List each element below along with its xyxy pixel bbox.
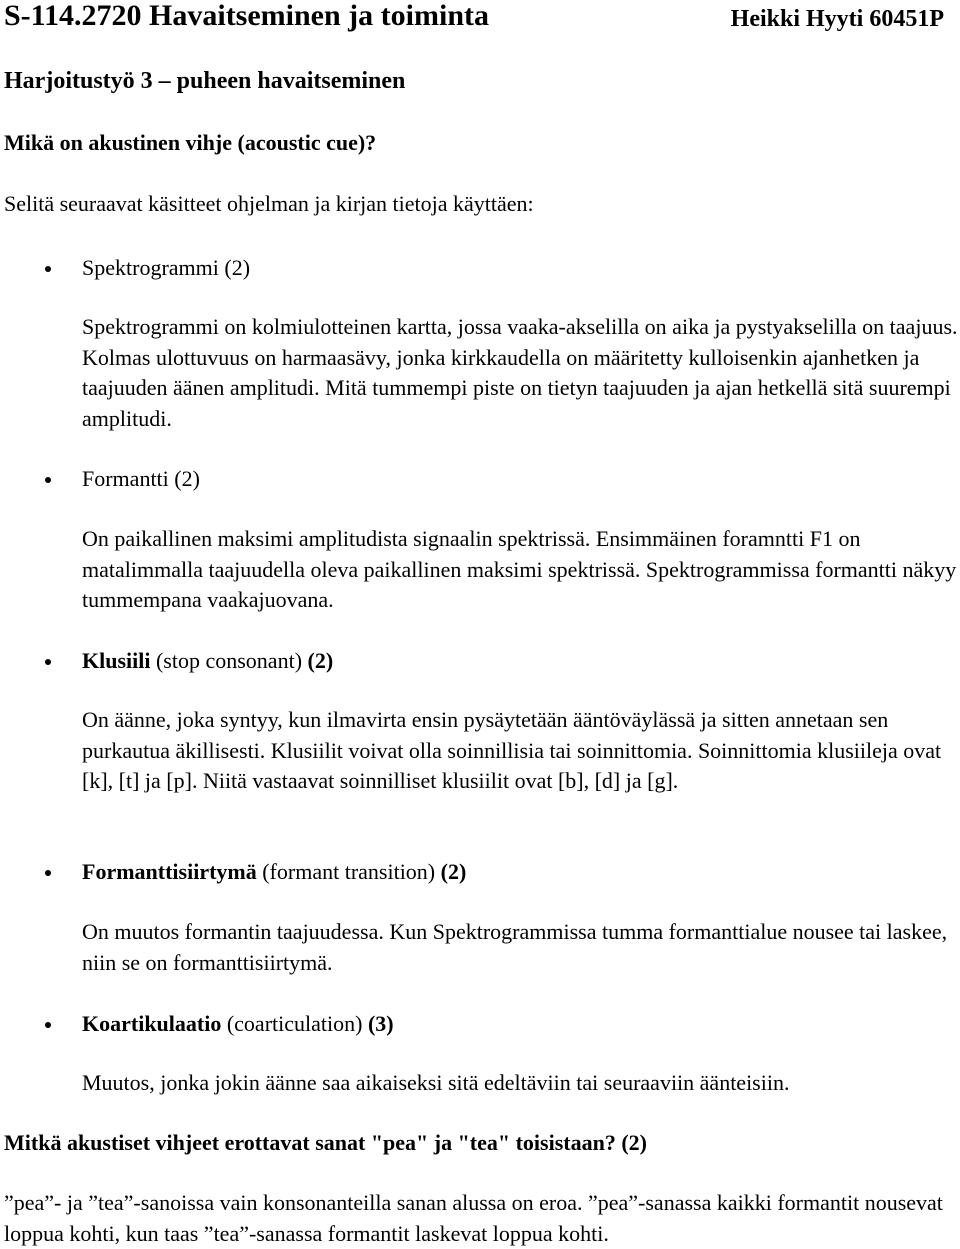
bullet-icon — [45, 477, 51, 483]
term-koartikulaatio-bold: Koartikulaatio — [82, 1011, 222, 1036]
term-klusiili-points: (2) — [307, 648, 334, 673]
definition-koartikulaatio: Muutos, jonka jokin äänne saa aikaiseksi sitä edeltäviin tai seuraaviin äänteisiin. — [82, 1070, 790, 1095]
definition-formanttisiirtyma: On muutos formantin taajuudessa. Kun Spektrogrammissa tumma formanttialue nousee tai laskee, niin se on formanttisiirtymä. — [82, 919, 948, 975]
term-klusiili-english: (stop consonant) — [150, 648, 308, 673]
definition-spektrogrammi: Spektrogrammi on kolmiulotteinen kartta, jossa vaaka-akselilla on aika ja pystyakselilla on taajuus. Kolmas ulottuvuus on harmaasävy, jonka kirkkaudella on määritetty kulloisenkin ajanhetken ja taajuuden äänen amplitudi. Mitä tummempi piste on tietyn taajuuden ja ajan hetkellä sitä suurempi amplitudi. — [82, 314, 958, 431]
term-klusiili — [82, 647, 333, 675]
term-formanttisiirtyma-bold: Formanttisiirtymä — [82, 859, 257, 884]
term-formanttisiirtyma — [82, 858, 466, 886]
bullet-icon — [45, 870, 51, 876]
course-title: S-114.2720 Havaitseminen ja toiminta — [4, 0, 489, 32]
bullet-icon — [45, 1022, 51, 1028]
definition-formantti: On paikallinen maksimi amplitudista signaalin spektrissä. Ensimmäinen foramntti F1 on matalimmalla taajuudella oleva paikallinen maksimi spektrissä. Spektrogrammissa formantti näkyy tummempana vaakajuovana. — [82, 526, 957, 612]
bullet-icon — [45, 659, 51, 665]
term-koartikulaatio-english: (coarticulation) — [221, 1011, 368, 1036]
term-klusiili-bold: Klusiili — [82, 648, 151, 673]
author-name: Heikki Hyyti 60451P — [730, 6, 944, 32]
term-spektrogrammi: Spektrogrammi (2) — [82, 255, 251, 280]
assignment-title: Harjoitustyö 3 – puheen havaitseminen — [4, 68, 406, 94]
term-formantti: Formantti (2) — [82, 466, 200, 491]
question-pea-tea: Mitkä akustiset vihjeet erottavat sanat "pea" ja "tea" toisistaan? (2) — [4, 1130, 647, 1155]
question-acoustic-cue: Mikä on akustinen vihje (acoustic cue)? — [4, 130, 377, 155]
term-formanttisiirtyma-points: (2) — [440, 859, 467, 884]
bullet-icon — [45, 266, 51, 272]
intro-instruction: Selitä seuraavat käsitteet ohjelman ja kirjan tietoja käyttäen: — [4, 191, 534, 216]
answer-pea-tea: ”pea”- ja ”tea”-sanoissa vain konsonanteilla sanan alussa on eroa. ”pea”-sanassa kaikki formantit nousevat loppua kohti, kun taas ”tea”-sanassa formantit laskevat loppua kohti. — [4, 1190, 943, 1246]
term-koartikulaatio — [82, 1010, 394, 1038]
term-koartikulaatio-points: (3) — [367, 1011, 394, 1036]
definition-klusiili: On äänne, joka syntyy, kun ilmavirta ensin pysäytetään ääntöväylässä ja sitten annetaan sen purkautua äkillisesti. Klusiilit voivat olla soinnillisia tai soinnittomia. Soinnittomia klusiileja ovat [k], [t] ja [p]. Niitä vastaavat soinnilliset klusiilit ovat [b], [d] ja [g]. — [82, 707, 942, 793]
term-formanttisiirtyma-english: (formant transition) — [256, 859, 441, 884]
